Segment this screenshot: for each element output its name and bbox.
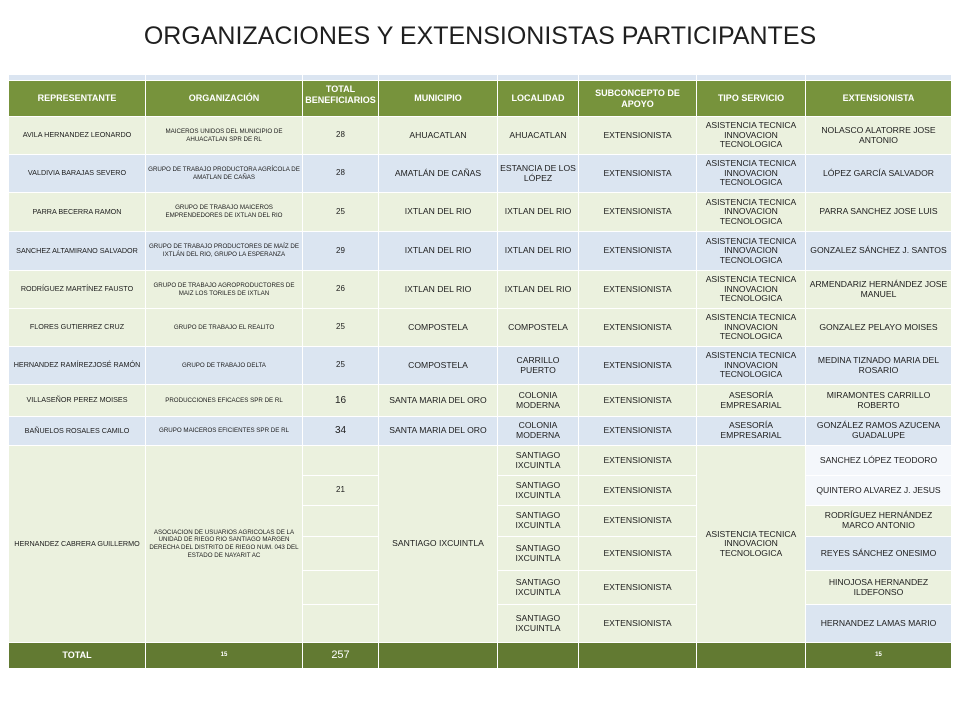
cell-extensionista: NOLASCO ALATORRE JOSE ANTONIO	[806, 117, 952, 155]
cell-representante: VILLASEÑOR PEREZ MOISES	[9, 385, 146, 417]
cell-extensionista: HERNANDEZ LAMAS MARIO	[806, 605, 952, 643]
cell-organizacion: GRUPO DE TRABAJO DELTA	[146, 347, 303, 385]
cell-localidad: SANTIAGO IXCUINTLA	[498, 476, 579, 506]
cell-extensionista: PARRA SANCHEZ JOSE LUIS	[806, 193, 952, 232]
cell-localidad: IXTLAN DEL RIO	[498, 271, 579, 309]
cell-localidad: SANTIAGO IXCUINTLA	[498, 571, 579, 605]
cell-localidad: ESTANCIA DE LOS LÓPEZ	[498, 155, 579, 193]
cell-subconcepto: EXTENSIONISTA	[579, 117, 697, 155]
cell-localidad: IXTLAN DEL RIO	[498, 193, 579, 232]
total-label: TOTAL	[9, 643, 146, 669]
table-header-row	[9, 81, 952, 117]
header-total-cell	[303, 81, 379, 117]
cell-organizacion: ASOCIACION DE USUARIOS AGRICOLAS DE LA UNIDAD DE RIEGO RIO SANTIAGO MARGEN DERECHA DEL DISTRITO DE RIEGO NUM. 043 DEL ESTADO DE NAYARIT AC	[146, 446, 303, 643]
cell-representante: BAÑUELOS ROSALES CAMILO	[9, 417, 146, 446]
cell-organizacion: GRUPO DE TRABAJO AGROPRODUCTORES DE MAIZ LOS TORILES DE IXTLAN	[146, 271, 303, 309]
cell-organizacion: MAICEROS UNIDOS DEL MUNICIPIO DE AHUACATLAN SPR DE RL	[146, 117, 303, 155]
cell-total: 25	[303, 193, 379, 232]
cell-subconcepto: EXTENSIONISTA	[579, 537, 697, 571]
cell-representante: FLORES GUTIERREZ CRUZ	[9, 309, 146, 347]
cell-municipio: SANTA MARIA DEL ORO	[379, 417, 498, 446]
cell-tipo-servicio: ASISTENCIA TECNICA INNOVACION TECNOLOGICA	[697, 232, 806, 271]
total-organizaciones: 15	[146, 643, 303, 669]
cell-total: 26	[303, 271, 379, 309]
cell-localidad: COLONIA MODERNA	[498, 385, 579, 417]
cell-total: 25	[303, 309, 379, 347]
cell-representante: HERNANDEZ RAMÍREZJOSÉ RAMÓN	[9, 347, 146, 385]
cell-tipo-servicio: ASISTENCIA TECNICA INNOVACION TECNOLOGICA	[697, 155, 806, 193]
cell-subconcepto: EXTENSIONISTA	[579, 605, 697, 643]
cell-representante: VALDIVIA BARAJAS SEVERO	[9, 155, 146, 193]
cell-localidad: CARRILLO PUERTO	[498, 347, 579, 385]
cell-localidad: SANTIAGO IXCUINTLA	[498, 506, 579, 537]
cell-subconcepto: EXTENSIONISTA	[579, 385, 697, 417]
table-row	[9, 117, 952, 155]
cell-extensionista: MEDINA TIZNADO MARIA DEL ROSARIO	[806, 347, 952, 385]
header-subconcepto: SUBCONCEPTO DE APOYO	[579, 81, 697, 117]
cell-localidad: AHUACATLAN	[498, 117, 579, 155]
cell-municipio: SANTA MARIA DEL ORO	[379, 385, 498, 417]
total-empty	[379, 643, 498, 669]
total-empty	[579, 643, 697, 669]
cell-representante: SANCHEZ ALTAMIRANO SALVADOR	[9, 232, 146, 271]
table-row	[9, 417, 952, 446]
total-empty	[498, 643, 579, 669]
header-organizacion: ORGANIZACIÓN	[146, 81, 303, 117]
cell-total: 16	[303, 385, 379, 417]
cell-extensionista: QUINTERO ALVAREZ J. JESUS	[806, 476, 952, 506]
cell-subconcepto: EXTENSIONISTA	[579, 155, 697, 193]
totals-row	[9, 643, 952, 669]
table-row	[9, 271, 952, 309]
cell-localidad: SANTIAGO IXCUINTLA	[498, 446, 579, 476]
cell-subconcepto: EXTENSIONISTA	[579, 271, 697, 309]
cell-municipio: AHUACATLAN	[379, 117, 498, 155]
table-row	[9, 193, 952, 232]
cell-organizacion: GRUPO DE TRABAJO PRODUCTORES DE MAÍZ DE IXTLÁN DEL RIO, GRUPO LA ESPERANZA	[146, 232, 303, 271]
cell-representante: HERNANDEZ CABRERA GUILLERMO	[9, 446, 146, 643]
cell-organizacion: GRUPO MAICEROS EFICIENTES SPR DE RL	[146, 417, 303, 446]
cell-total-empty	[303, 571, 379, 605]
table-row	[9, 347, 952, 385]
participants-table	[8, 74, 952, 669]
cell-extensionista: GONZALEZ PELAYO MOISES	[806, 309, 952, 347]
cell-total-empty	[303, 605, 379, 643]
cell-municipio: IXTLAN DEL RIO	[379, 193, 498, 232]
cell-tipo-servicio: ASESORÍA EMPRESARIAL	[697, 417, 806, 446]
cell-total: 34	[303, 417, 379, 446]
cell-subconcepto: EXTENSIONISTA	[579, 193, 697, 232]
cell-tipo-servicio: ASISTENCIA TECNICA INNOVACION TECNOLOGICA	[697, 446, 806, 643]
cell-tipo-servicio: ASESORÍA EMPRESARIAL	[697, 385, 806, 417]
cell-subconcepto: EXTENSIONISTA	[579, 446, 697, 476]
header-representante: REPRESENTANTE	[9, 81, 146, 117]
cell-extensionista: GONZÁLEZ RAMOS AZUCENA GUADALUPE	[806, 417, 952, 446]
table-row	[9, 155, 952, 193]
cell-municipio: SANTIAGO IXCUINTLA	[379, 446, 498, 643]
cell-total-empty	[303, 506, 379, 537]
header-tipo-servicio: TIPO SERVICIO	[697, 81, 806, 117]
header-localidad: LOCALIDAD	[498, 81, 579, 117]
cell-tipo-servicio: ASISTENCIA TECNICA INNOVACION TECNOLOGICA	[697, 117, 806, 155]
cell-subconcepto: EXTENSIONISTA	[579, 571, 697, 605]
cell-subconcepto: EXTENSIONISTA	[579, 506, 697, 537]
cell-representante: RODRÍGUEZ MARTÍNEZ FAUSTO	[9, 271, 146, 309]
cell-localidad: COLONIA MODERNA	[498, 417, 579, 446]
cell-subconcepto: EXTENSIONISTA	[579, 309, 697, 347]
header-extensionista: EXTENSIONISTA	[806, 81, 952, 117]
cell-total: 25	[303, 347, 379, 385]
cell-total: 28	[303, 117, 379, 155]
cell-subconcepto: EXTENSIONISTA	[579, 476, 697, 506]
total-extensionistas: 15	[806, 643, 952, 669]
cell-municipio: AMATLÁN DE CAÑAS	[379, 155, 498, 193]
cell-subconcepto: EXTENSIONISTA	[579, 232, 697, 271]
cell-organizacion: PRODUCCIONES EFICACES SPR DE RL	[146, 385, 303, 417]
table-row	[9, 385, 952, 417]
cell-extensionista: REYES SÁNCHEZ ONESIMO	[806, 537, 952, 571]
table-row	[9, 309, 952, 347]
group-row	[9, 446, 952, 476]
cell-localidad: SANTIAGO IXCUINTLA	[498, 537, 579, 571]
table-row	[9, 232, 952, 271]
cell-municipio: IXTLAN DEL RIO	[379, 232, 498, 271]
cell-extensionista: ARMENDARIZ HERNÁNDEZ JOSE MANUEL	[806, 271, 952, 309]
cell-subconcepto: EXTENSIONISTA	[579, 417, 697, 446]
cell-total-empty	[303, 446, 379, 476]
cell-localidad: COMPOSTELA	[498, 309, 579, 347]
cell-localidad: IXTLAN DEL RIO	[498, 232, 579, 271]
cell-extensionista: SANCHEZ LÓPEZ TEODORO	[806, 446, 952, 476]
cell-extensionista: LÓPEZ GARCÍA SALVADOR	[806, 155, 952, 193]
page-title: ORGANIZACIONES Y EXTENSIONISTAS PARTICIPANTES	[143, 22, 817, 50]
total-empty	[697, 643, 806, 669]
cell-extensionista: GONZALEZ SÁNCHEZ J. SANTOS	[806, 232, 952, 271]
cell-organizacion: GRUPO DE TRABAJO EL REALITO	[146, 309, 303, 347]
cell-extensionista: RODRÍGUEZ HERNÁNDEZ MARCO ANTONIO	[806, 506, 952, 537]
cell-municipio: COMPOSTELA	[379, 309, 498, 347]
cell-tipo-servicio: ASISTENCIA TECNICA INNOVACION TECNOLOGICA	[697, 347, 806, 385]
header-total: TOTAL BENEFICIARIOS	[305, 84, 376, 106]
cell-tipo-servicio: ASISTENCIA TECNICA INNOVACION TECNOLOGICA	[697, 193, 806, 232]
cell-representante: AVILA HERNANDEZ LEONARDO	[9, 117, 146, 155]
cell-total-empty	[303, 537, 379, 571]
cell-tipo-servicio: ASISTENCIA TECNICA INNOVACION TECNOLOGICA	[697, 271, 806, 309]
total-beneficiarios: 257	[303, 643, 379, 669]
header-municipio: MUNICIPIO	[379, 81, 498, 117]
cell-organizacion: GRUPO DE TRABAJO MAICEROS EMPRENDEDORES DE IXTLAN DEL RIO	[146, 193, 303, 232]
cell-municipio: COMPOSTELA	[379, 347, 498, 385]
cell-extensionista: MIRAMONTES CARRILLO ROBERTO	[806, 385, 952, 417]
cell-localidad: SANTIAGO IXCUINTLA	[498, 605, 579, 643]
cell-total: 21	[303, 476, 379, 506]
cell-municipio: IXTLAN DEL RIO	[379, 271, 498, 309]
cell-extensionista: HINOJOSA HERNANDEZ ILDEFONSO	[806, 571, 952, 605]
cell-total: 29	[303, 232, 379, 271]
cell-organizacion: GRUPO DE TRABAJO PRODUCTORA AGRÍCOLA DE AMATLAN DE CAÑAS	[146, 155, 303, 193]
cell-tipo-servicio: ASISTENCIA TECNICA INNOVACION TECNOLOGICA	[697, 309, 806, 347]
cell-total: 28	[303, 155, 379, 193]
cell-representante: PARRA BECERRA RAMON	[9, 193, 146, 232]
cell-subconcepto: EXTENSIONISTA	[579, 347, 697, 385]
